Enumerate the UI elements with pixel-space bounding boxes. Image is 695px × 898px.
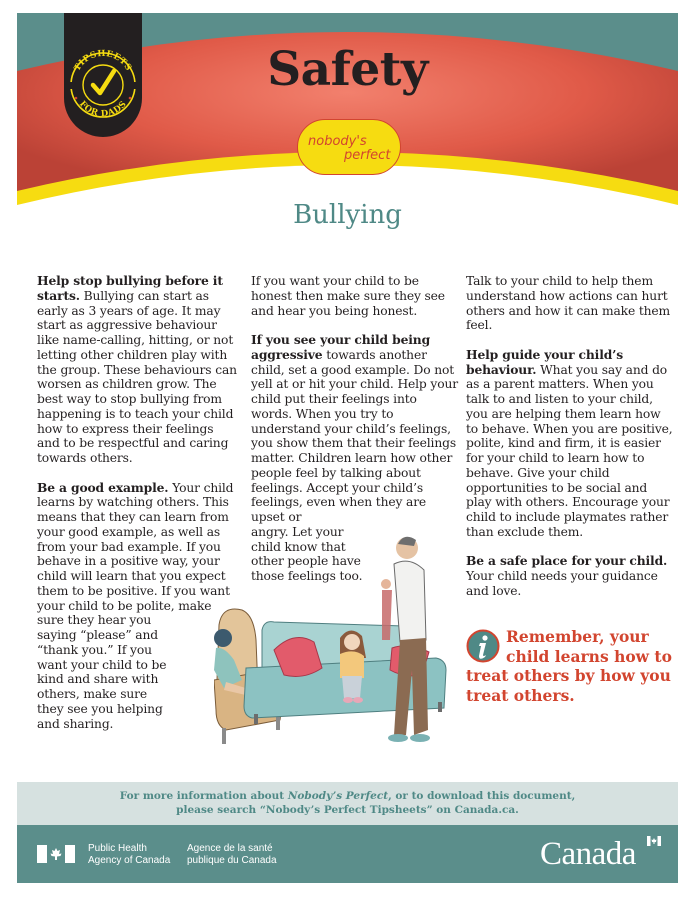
body-text: If you want your child to be honest then make sure they see and hear you being honest. — [251, 274, 445, 318]
body-text: towards another child, set a good example. Do not yell at or hit your child. Help your child put their feelings into words. When you try to understand your child’s feelings, you show them that their feelings matter. Children learn how other people feel by talking about feelings. Accept your child’s feelings, even when they are upset or — [251, 347, 458, 524]
paragraph-good-example — [37, 481, 237, 732]
nobodys-perfect-logo — [297, 119, 401, 175]
footer-info-line-2: please search “Nobody’s Perfect Tipsheets” on Canada.ca. — [176, 804, 519, 816]
footer-text: , or to download this document, — [388, 790, 576, 802]
dept-en-line-1: Public Health — [88, 843, 147, 854]
family-living-room-illustration — [214, 530, 474, 762]
department-name-english — [88, 843, 170, 867]
footer-info-band — [17, 782, 678, 825]
callout-remember — [466, 627, 676, 705]
heading-safe-place: Be a safe place for your child. — [466, 553, 668, 569]
paragraph-guide-behaviour — [466, 348, 676, 540]
info-icon — [466, 629, 500, 663]
body-text-wrapped: angry. Let your child know that other people have those feelings too. — [251, 524, 363, 583]
footer-italic-text: Nobody’s Perfect — [287, 790, 389, 802]
callout-text: Remember, your child learns how to treat others by how you treat others. — [466, 627, 672, 705]
page-title: Safety — [267, 42, 428, 97]
department-name-french — [187, 843, 277, 867]
wordmark-flag-icon — [647, 836, 661, 846]
footer-info-line-1 — [17, 789, 678, 803]
dept-fr-line-2: publique du Canada — [187, 855, 277, 866]
heading-good-example: Be a good example. — [37, 479, 169, 495]
canada-wordmark: Canada — [540, 836, 636, 872]
paragraph-stop-bullying — [37, 274, 237, 466]
body-text-wrapped: sure they hear you saying “please” and “thank you.” If you want your child to be kind and share with others, make sure they see you helping and sharing. — [37, 613, 167, 731]
body-text: Bullying can start as early as 3 years of age. It may start as aggressive behaviour like name-calling, hitting, or not letting other children play with the group. These behaviours can worsen as children grow. The best way to stop bullying from happening is to teach your child how to express their feelings and to be respectful and caring towards others. — [37, 288, 237, 465]
column-1 — [37, 274, 237, 746]
body-text: Your child needs your guidance and love. — [466, 569, 658, 598]
page-subtitle: Bullying — [293, 200, 402, 230]
footer-government-band — [17, 825, 678, 883]
logo-text-nobodys: nobody's — [308, 134, 367, 149]
canada-flag-icon — [37, 845, 75, 863]
heading-stop-bullying: Help stop bullying before it starts. — [37, 273, 223, 303]
body-text: Talk to your child to help them understand how actions can hurt others and how it can make them feel. — [466, 274, 671, 333]
paragraph-honest — [251, 274, 461, 318]
column-3 — [466, 274, 676, 613]
badge-top-text: TIPSHEETS — [72, 48, 134, 73]
heading-guide-behaviour: Help guide your child’s behaviour. — [466, 346, 624, 377]
body-text: Your child learns by watching others. This means that they can learn from your good example, as well as from your bad example. If you behave in a positive way, your child will learn that you expect them to be positive. If you want your child to be polite, make — [37, 480, 234, 613]
illustration-graphic — [214, 530, 474, 762]
logo-text-perfect: perfect — [344, 148, 391, 163]
heading-aggressive: If you see your child being aggressive — [251, 332, 431, 362]
svg-text:FOR DADS — [77, 99, 129, 119]
paragraph-talk — [466, 274, 676, 333]
body-text: What you say and do as a parent matters. When you talk to and listen to your child, you are helping them learn how to behave. When you are positive, polite, kind and firm, it is easier for your child to learn how to behave. Give your child opportunities to be social and play with others. Encourage your child to include playmates rather than exclude them. — [466, 362, 673, 539]
badge-bottom-text: FOR DADS — [77, 99, 129, 120]
dept-fr-line-1: Agence de la santé — [187, 843, 273, 854]
footer-text: For more information about — [119, 790, 288, 802]
paragraph-safe-place — [466, 554, 676, 598]
dept-en-line-2: Agency of Canada — [88, 855, 171, 866]
logo-graphic — [298, 120, 402, 176]
